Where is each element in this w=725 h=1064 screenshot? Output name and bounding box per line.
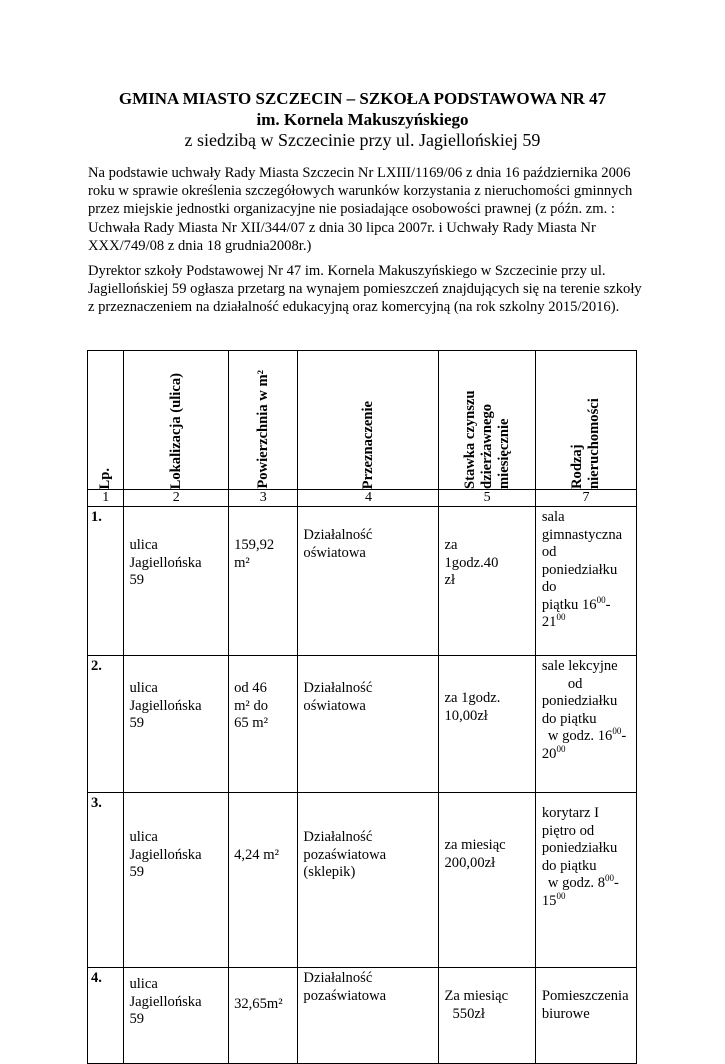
row-purpose: Działalność oświatowa bbox=[298, 507, 439, 656]
column-number: 3 bbox=[229, 490, 298, 507]
row-purpose: Działalność pozaświatowa bbox=[298, 968, 439, 1064]
row-location: ulica Jagiellońska 59 bbox=[124, 793, 229, 968]
header-type: Rodzaj nieruchomości bbox=[535, 351, 636, 490]
row-location: ulica Jagiellońska 59 bbox=[124, 656, 229, 793]
column-number: 2 bbox=[124, 490, 229, 507]
premises-table bbox=[87, 350, 637, 1064]
row-area: 159,92 m² bbox=[229, 507, 298, 656]
row-type: sala gimnastyczna od poniedziałku do piątku $16^{00}-$ $21^{00}$ bbox=[535, 507, 636, 656]
header-location: Lokalizacja (ulica) bbox=[124, 351, 229, 490]
row-purpose: Działalność pozaświatowa (sklepik) bbox=[298, 793, 439, 968]
row-area: 32,65m² bbox=[229, 968, 298, 1064]
column-number: 4 bbox=[298, 490, 439, 507]
header-area: Powierzchnia w m² bbox=[229, 351, 298, 490]
announcement-paragraph: Dyrektor szkoły Podstawowej Nr 47 im. Kornela Makuszyńskiego w Szczecinie przy ul. Jagiellońskiej 59 ogłasza przetarg na wynajem pomieszczeń znajdujących się na terenie szkoły z przeznaczeniem na działalność edukacyjną oraz komercyjną (na rok szkolny 2015/2016). bbox=[88, 263, 642, 316]
row-number: 3. bbox=[88, 793, 124, 968]
header-lp: Lp. bbox=[88, 351, 124, 490]
row-type: Pomieszczenia biurowe bbox=[535, 968, 636, 1064]
header-address: z siedzibą w Szczecinie przy ul. Jagiellońskiej 59 bbox=[184, 130, 541, 150]
row-rate: Za miesiąc 550zł bbox=[439, 968, 535, 1064]
table-row bbox=[88, 793, 637, 968]
row-purpose: Działalność oświatowa bbox=[298, 656, 439, 793]
document-header bbox=[0, 88, 725, 151]
row-area: 4,24 m² bbox=[229, 793, 298, 968]
column-number-row bbox=[88, 490, 637, 507]
table-row bbox=[88, 656, 637, 793]
table-row bbox=[88, 968, 637, 1064]
row-location: ulica Jagiellońska 59 bbox=[124, 507, 229, 656]
column-number: 1 bbox=[88, 490, 124, 507]
header-rate: Stawka czynszu dzierżawnego miesięcznie bbox=[439, 351, 535, 490]
row-location: ulica Jagiellońska 59 bbox=[124, 968, 229, 1064]
row-rate: za miesiąc 200,00zł bbox=[439, 793, 535, 968]
row-area: od 46 m² do 65 m² bbox=[229, 656, 298, 793]
row-rate: za 1godz. 10,00zł bbox=[439, 656, 535, 793]
table-row bbox=[88, 507, 637, 656]
row-type: sale lekcyjne od poniedziałku do piątku w godz. $16^{00}-$ $20^{00}$ bbox=[535, 656, 636, 793]
row-number: 2. bbox=[88, 656, 124, 793]
row-type: korytarz I piętro od poniedziałku do piątku w godz. $8^{00}-$ $15^{00}$ bbox=[535, 793, 636, 968]
column-number: 7 bbox=[535, 490, 636, 507]
header-title: GMINA MIASTO SZCZECIN – SZKOŁA PODSTAWOWA NR 47 bbox=[118, 89, 607, 108]
row-rate: za 1godz.40 zł bbox=[439, 507, 535, 656]
header-purpose: Przeznaczenie bbox=[298, 351, 439, 490]
table-header-row bbox=[88, 351, 637, 490]
row-number: 4. bbox=[88, 968, 124, 1064]
row-number: 1. bbox=[88, 507, 124, 656]
legal-basis-paragraph: Na podstawie uchwały Rady Miasta Szczecin Nr LXIII/1169/06 z dnia 16 października 2006 roku w sprawie określenia szczegółowych warunków korzystania z nieruchomości gminnych przez miejskie jednostki organizacyjne nie posiadające osobowości prawnej (z późn. zm. : Uchwała Rady Miasta Nr XII/344/07 z dnia 30 lipca 2007r. i Uchwały Rady Miasta Nr XXX/749/08 z dnia 18 grudnia2008r.) bbox=[88, 165, 633, 254]
header-subtitle: im. Kornela Makuszyńskiego bbox=[256, 110, 469, 129]
column-number: 5 bbox=[439, 490, 535, 507]
